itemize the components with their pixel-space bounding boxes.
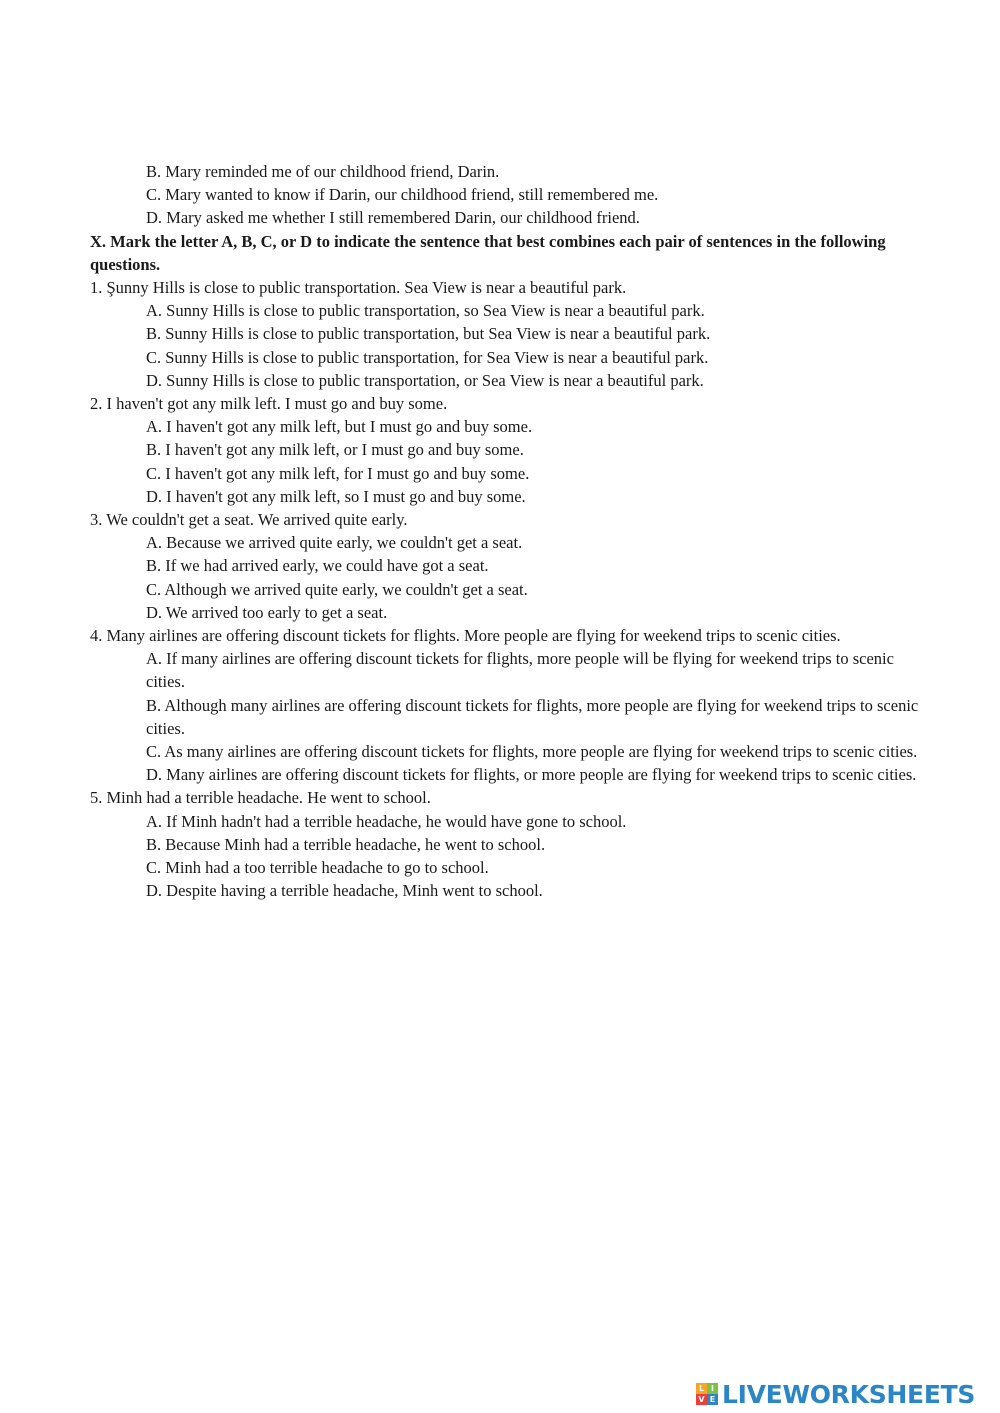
option-c: C. Although we arrived quite early, we couldn't get a seat. [146, 579, 528, 599]
option-a: A. I haven't got any milk left, but I must go and buy some. [146, 417, 533, 437]
liveworksheets-logo[interactable] [696, 1379, 975, 1409]
worksheet-page [0, 160, 1000, 903]
option-b: B. Mary reminded me of our childhood friend, Darin. [146, 162, 500, 181]
question-prompt: 5. Minh had a terrible headache. He went to school. [90, 788, 431, 808]
logo-mark-letter: I [707, 1383, 718, 1394]
option-a: A. Because we arrived quite early, we couldn't get a seat. [146, 533, 523, 553]
question-prompt: 1. Şunny Hills is close to public transportation. Sea View is near a beautiful park. [90, 278, 627, 298]
option-d: D. Mary asked me whether I still remembered Darin, our childhood friend. [146, 208, 640, 228]
logo-mark-letter: V [696, 1394, 707, 1405]
option-a: A. Sunny Hills is close to public transportation, so Sea View is near a beautiful park. [146, 301, 705, 321]
option-b: B. Although many airlines are offering discount tickets for flights, more people are flying for weekend trips to scenic cities. [146, 695, 919, 738]
logo-mark-letter: L [696, 1383, 707, 1394]
logo-mark-letter: E [707, 1394, 718, 1405]
option-d: D. We arrived too early to get a seat. [146, 602, 388, 622]
option-d: D. Many airlines are offering discount tickets for flights, or more people are flying for weekend trips to scenic cities. [146, 765, 917, 785]
logo-text: LIVEWORKSHEETS [722, 1379, 976, 1409]
previous-question-options [0, 160, 1000, 230]
question-prompt: 2. I haven't got any milk left. I must go and buy some. [90, 394, 448, 414]
option-c: C. As many airlines are offering discount tickets for flights, more people are flying for weekend trips to scenic cities. [146, 742, 918, 762]
option-b: B. I haven't got any milk left, or I must go and buy some. [146, 440, 524, 460]
logo-mark-icon [696, 1383, 718, 1405]
option-d: D. I haven't got any milk left, so I must go and buy some. [146, 486, 526, 506]
option-c: C. Minh had a too terrible headache to go to school. [146, 858, 489, 878]
option-b: B. Because Minh had a terrible headache, he went to school. [146, 834, 546, 854]
section-heading: X. Mark the letter A, B, C, or D to indicate the sentence that best combines each pair of sentences in the following questions. [90, 231, 886, 274]
question-2 [0, 392, 1000, 508]
option-b: B. If we had arrived early, we could have got a seat. [146, 556, 489, 576]
question-3 [0, 508, 1000, 624]
option-c: C. Mary wanted to know if Darin, our childhood friend, still remembered me. [146, 185, 659, 205]
option-d: D. Sunny Hills is close to public transportation, or Sea View is near a beautiful park. [146, 370, 704, 390]
question-4 [0, 624, 1000, 786]
option-c: C. Sunny Hills is close to public transportation, for Sea View is near a beautiful park. [146, 347, 709, 367]
question-prompt: 4. Many airlines are offering discount tickets for flights. More people are flying for weekend trips to scenic cities. [90, 626, 841, 646]
option-a: A. If many airlines are offering discount tickets for flights, more people will be flying for weekend trips to scenic cities. [146, 649, 894, 692]
option-c: C. I haven't got any milk left, for I must go and buy some. [146, 463, 530, 483]
option-d: D. Despite having a terrible headache, Minh went to school. [146, 881, 543, 901]
option-a: A. If Minh hadn't had a terrible headache, he would have gone to school. [146, 811, 627, 831]
question-5 [0, 786, 1000, 902]
question-1 [0, 276, 1000, 392]
question-prompt: 3. We couldn't get a seat. We arrived quite early. [90, 510, 408, 530]
option-b: B. Sunny Hills is close to public transportation, but Sea View is near a beautiful park. [146, 324, 711, 344]
